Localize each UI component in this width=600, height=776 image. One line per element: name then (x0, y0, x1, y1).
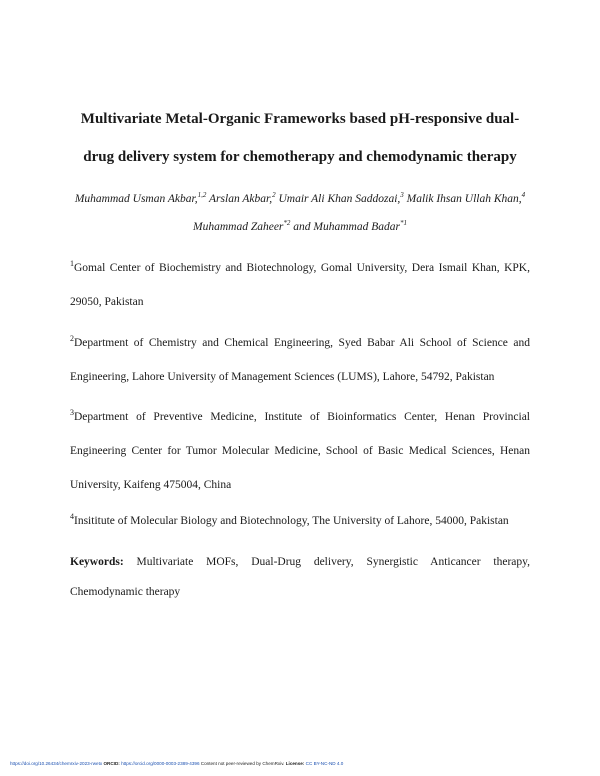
affiliation-1 (70, 251, 530, 319)
affiliation-text: Insititute of Molecular Biology and Biotechnology, The University of Lahore, 54000, Pakistan (74, 515, 509, 527)
title-line-1: Multivariate Metal-Organic Frameworks based pH-responsive dual- (80, 111, 520, 127)
author-name: Umair Ali Khan Saddozai, (278, 193, 401, 205)
paper-title (60, 100, 540, 176)
author-name: Muhammad Zaheer (193, 221, 284, 233)
license-link[interactable]: CC BY-NC-ND 4.0 (305, 761, 344, 766)
keywords-label: Keywords: (70, 556, 124, 568)
affiliation-3 (70, 400, 530, 502)
orcid-link[interactable]: https://orcid.org/0000-0003-2389-4396 (121, 761, 200, 766)
doi-link[interactable]: https://doi.org/10.26434/chemrxiv-2023-rwetx (10, 761, 103, 766)
affiliation-text: Gomal Center of Biochemistry and Biotechnology, Gomal University, Dera Ismail Khan, KPK, 29050, Pakistan (70, 262, 530, 308)
affiliation-text: Department of Preventive Medicine, Institute of Bioinformatics Center, Henan Provincial Engineering Center for Tumor Molecular Medicine, School of Basic Medical Sciences, Henan University, Kaifeng 475004, China (70, 411, 530, 491)
affiliation-number: 1 (70, 259, 74, 268)
keywords-text: Multivariate MOFs, Dual-Drug delivery, Synergistic Anticancer therapy, Chemodynamic therapy (70, 556, 531, 598)
affiliation-4 (70, 504, 530, 538)
author-affiliation-marker: 2 (272, 191, 276, 200)
affiliation-2 (70, 326, 530, 394)
peer-review-notice: Content not peer-reviewed by ChemRxiv. (200, 761, 285, 766)
affiliation-number: 2 (70, 334, 74, 343)
author-name: and Muhammad Badar (293, 221, 400, 233)
affiliation-number: 4 (70, 512, 74, 521)
author-affiliation-marker: *2 (283, 219, 291, 228)
author-name: Muhammad Usman Akbar, (74, 193, 198, 205)
page-footer (10, 761, 590, 766)
author-affiliation-marker: 1,2 (197, 191, 207, 200)
author-affiliation-marker: *1 (399, 219, 407, 228)
orcid-label: ORCID: (103, 761, 120, 766)
author-name: Malik Ihsan Ullah Khan, (406, 193, 522, 205)
keywords-section (70, 547, 530, 607)
license-label: License: (285, 761, 305, 766)
author-affiliation-marker: 3 (400, 191, 404, 200)
author-affiliation-marker: 4 (521, 191, 526, 200)
title-line-2: drug delivery system for chemotherapy and chemodynamic therapy (83, 149, 517, 165)
author-name: Arslan Akbar, (209, 193, 273, 205)
affiliation-number: 3 (70, 408, 74, 417)
author-list (70, 185, 530, 241)
affiliation-text: Department of Chemistry and Chemical Engineering, Syed Babar Ali School of Science and Engineering, Lahore University of Management Sciences (LUMS), Lahore, 54792, Pakistan (70, 337, 530, 383)
